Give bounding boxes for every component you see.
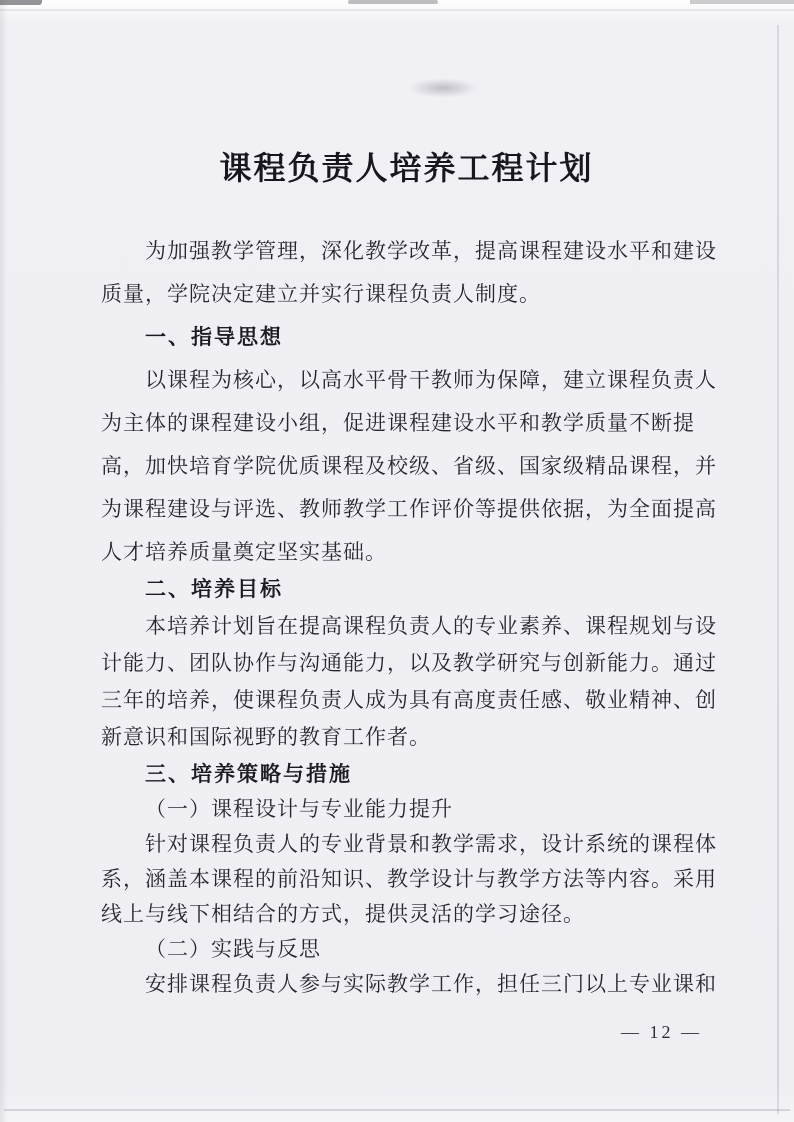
text-line: 线上与线下相结合的方式，提供灵活的学习途径。 <box>101 902 585 926</box>
text-line: 为主体的课程建设小组，促进课程建设水平和教学质量不断提 <box>101 411 695 435</box>
section-heading: 三、培养策略与措施 <box>145 763 352 786</box>
text-line: 质量，学院决定建立并实行课程负责人制度。 <box>101 282 541 306</box>
scan-edge-right <box>777 25 779 1114</box>
text-line: 高，加快培育学院优质课程及校级、省级、国家级精品课程，并 <box>101 454 717 478</box>
section-heading: 二、培养目标 <box>145 578 283 601</box>
document-body <box>101 235 717 1003</box>
text-line: 针对课程负责人的专业背景和教学需求，设计系统的课程体 <box>145 832 717 856</box>
text-line: 三年的培养，使课程负责人成为具有高度责任感、敬业精神、创 <box>101 688 717 712</box>
page-number: — 12 — <box>621 1022 702 1042</box>
text-line: 人才培养质量奠定坚实基础。 <box>101 540 387 564</box>
document-title: 课程负责人培养工程计划 <box>219 150 594 186</box>
section-heading: 一、指导思想 <box>145 326 283 349</box>
text-line: 以课程为核心，以高水平骨干教师为保障，建立课程负责人 <box>145 368 717 392</box>
text-line: 本培养计划旨在提高课程负责人的专业素养、课程规划与设 <box>145 614 717 638</box>
text-line: （二）实践与反思 <box>145 937 321 961</box>
text-line: 为加强教学管理，深化教学改革，提高课程建设水平和建设 <box>145 239 717 263</box>
text-line: （一）课程设计与专业能力提升 <box>145 797 453 821</box>
document-content <box>101 0 717 1003</box>
scan-edge-left <box>0 0 8 1122</box>
text-line: 新意识和国际视野的教育工作者。 <box>101 725 431 749</box>
text-line: 系，涵盖本课程的前沿知识、教学设计与教学方法等内容。采用 <box>101 867 717 891</box>
text-line: 计能力、团队协作与沟通能力，以及教学研究与创新能力。通过 <box>101 651 717 675</box>
text-line: 为课程建设与评选、教师教学工作评价等提供依据，为全面提高 <box>101 497 717 521</box>
scan-artifact-top-left <box>0 0 42 5</box>
scan-edge-bottom <box>4 1109 790 1111</box>
text-line: 安排课程负责人参与实际教学工作，担任三门以上专业课和 <box>145 972 717 996</box>
